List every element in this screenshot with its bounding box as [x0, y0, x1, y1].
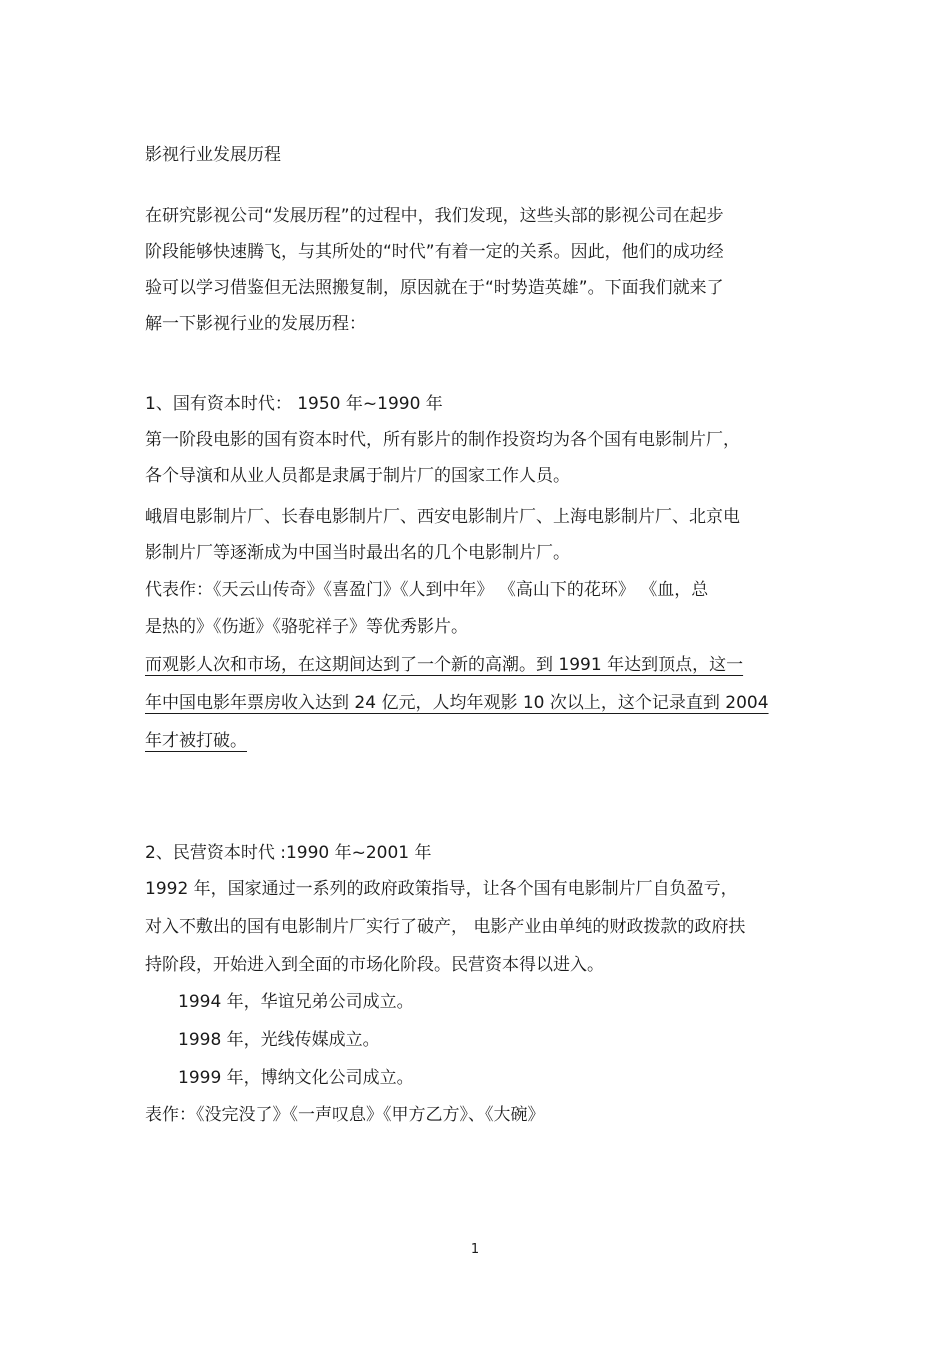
milestone-1994: 1994 年，华谊兄弟公司成立。	[178, 992, 414, 1012]
intro-line-3: 验可以学习借鉴但无法照搬复制，原因就在于“时势造英雄”。下面我们就来了	[145, 278, 724, 298]
intro-line-2: 阶段能够快速腾飞，与其所处的“时代”有着一定的关系。因此，他们的成功经	[145, 242, 724, 262]
section1-representative-works-1: 代表作：《天云山传奇》《喜盈门》《人到中年》 《高山下的花环》 《血，总	[145, 580, 709, 600]
section2-line-1: 1992 年，国家通过一系列的政府政策指导，让各个国有电影制片厂自负盈亏，	[145, 879, 738, 899]
section1-representative-works-2: 是热的》《伤逝》《骆驼祥子》等优秀影片。	[145, 617, 468, 637]
intro-line-4: 解一下影视行业的发展历程：	[145, 314, 366, 334]
intro-line-1: 在研究影视公司“发展历程”的过程中，我们发现，这些头部的影视公司在起步	[145, 206, 724, 226]
section1-line-4: 影制片厂等逐渐成为中国当时最出名的几个电影制片厂。	[145, 543, 570, 563]
section2-line-2: 对入不敷出的国有电影制片厂实行了破产， 电影产业由单纯的财政拨款的政府扶	[145, 917, 746, 937]
section1-underlined-line-3: 年才被打破。	[145, 731, 247, 751]
section1-heading: 1、国有资本时代： 1950 年~1990 年	[145, 394, 443, 414]
page-number: 1	[470, 1242, 480, 1257]
section2-representative-works: 表作：《没完没了》《一声叹息》《甲方乙方》、《大碗》	[145, 1105, 545, 1125]
milestone-1998: 1998 年，光线传媒成立。	[178, 1030, 380, 1050]
milestone-1999: 1999 年，博纳文化公司成立。	[178, 1068, 414, 1088]
section1-underlined-line-2: 年中国电影年票房收入达到 24 亿元，人均年观影 10 次以上，这个记录直到 2004	[145, 693, 769, 713]
section2-line-3: 持阶段，开始进入到全面的市场化阶段。民营资本得以进入。	[145, 955, 604, 975]
section1-line-2: 各个导演和从业人员都是隶属于制片厂的国家工作人员。	[145, 466, 570, 486]
section1-line-1: 第一阶段电影的国有资本时代，所有影片的制作投资均为各个国有电影制片厂，	[145, 430, 740, 450]
section1-underlined-line-1: 而观影人次和市场，在这期间达到了一个新的高潮。到 1991 年达到顶点，这一	[145, 655, 744, 675]
section1-line-3: 峨眉电影制片厂、长春电影制片厂、西安电影制片厂、上海电影制片厂、北京电	[145, 507, 740, 527]
section2-heading: 2、民营资本时代 :1990 年~2001 年	[145, 843, 432, 863]
document-title: 影视行业发展历程	[145, 145, 281, 165]
